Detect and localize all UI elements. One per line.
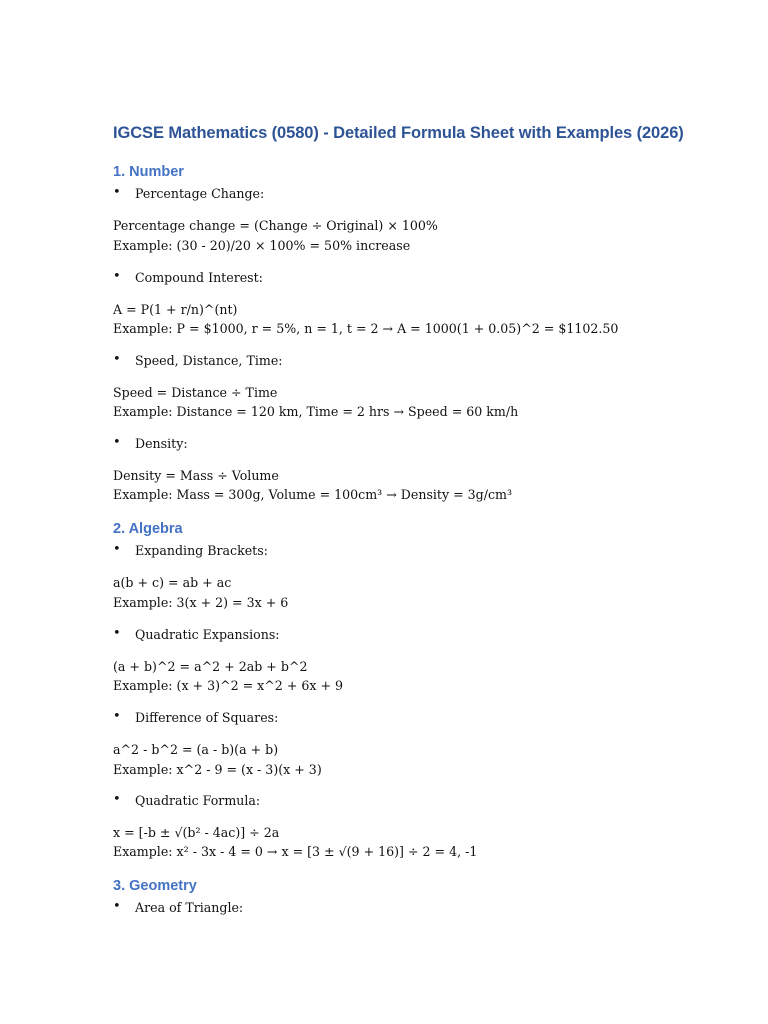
formula-line: a(b + c) = ab + ac	[113, 575, 232, 590]
example-line: Example: x^2 - 9 = (x - 3)(x + 3)	[113, 762, 322, 777]
formula-line: x = [-b ± √(b² - 4ac)] ÷ 2a	[113, 825, 280, 840]
section-heading-number: 1. Number	[113, 164, 184, 180]
section-heading-geometry: 3. Geometry	[113, 878, 197, 894]
bullet-icon: •	[113, 185, 121, 200]
formula-line: (a + b)^2 = a^2 + 2ab + b^2	[113, 659, 308, 674]
example-line: Example: x² - 3x - 4 = 0 → x = [3 ± √(9 + 16)] ÷ 2 = 4, -1	[113, 844, 478, 859]
section-heading-algebra: 2. Algebra	[113, 521, 183, 537]
formula-line: Speed = Distance ÷ Time	[113, 385, 278, 400]
bullet-label: Density:	[135, 436, 188, 451]
document-title: IGCSE Mathematics (0580) - Detailed Formula Sheet with Examples (2026)	[113, 124, 684, 142]
bullet-label: Compound Interest:	[135, 270, 263, 285]
bullet-icon: •	[113, 542, 121, 557]
bullet-label: Speed, Distance, Time:	[135, 353, 283, 368]
bullet-icon: •	[113, 899, 121, 914]
bullet-label: Quadratic Expansions:	[135, 627, 280, 642]
formula-line: A = P(1 + r/n)^(nt)	[113, 302, 238, 317]
bullet-icon: •	[113, 792, 121, 807]
example-line: Example: Mass = 300g, Volume = 100cm³ → Density = 3g/cm³	[113, 487, 513, 502]
bullet-icon: •	[113, 352, 121, 367]
formula-line: a^2 - b^2 = (a - b)(a + b)	[113, 742, 279, 757]
bullet-icon: •	[113, 626, 121, 641]
formula-line: Percentage change = (Change ÷ Original) × 100%	[113, 218, 438, 233]
bullet-icon: •	[113, 435, 121, 450]
formula-line: Density = Mass ÷ Volume	[113, 468, 279, 483]
example-line: Example: (30 - 20)/20 × 100% = 50% increase	[113, 238, 411, 253]
bullet-label: Area of Triangle:	[135, 900, 244, 915]
bullet-label: Difference of Squares:	[135, 710, 279, 725]
example-line: Example: 3(x + 2) = 3x + 6	[113, 595, 289, 610]
example-line: Example: P = $1000, r = 5%, n = 1, t = 2 → A = 1000(1 + 0.05)^2 = $1102.50	[113, 321, 619, 336]
bullet-label: Expanding Brackets:	[135, 543, 268, 558]
bullet-icon: •	[113, 269, 121, 284]
example-line: Example: (x + 3)^2 = x^2 + 6x + 9	[113, 678, 344, 693]
bullet-label: Percentage Change:	[135, 186, 265, 201]
bullet-icon: •	[113, 709, 121, 724]
example-line: Example: Distance = 120 km, Time = 2 hrs → Speed = 60 km/h	[113, 404, 519, 419]
bullet-label: Quadratic Formula:	[135, 793, 261, 808]
